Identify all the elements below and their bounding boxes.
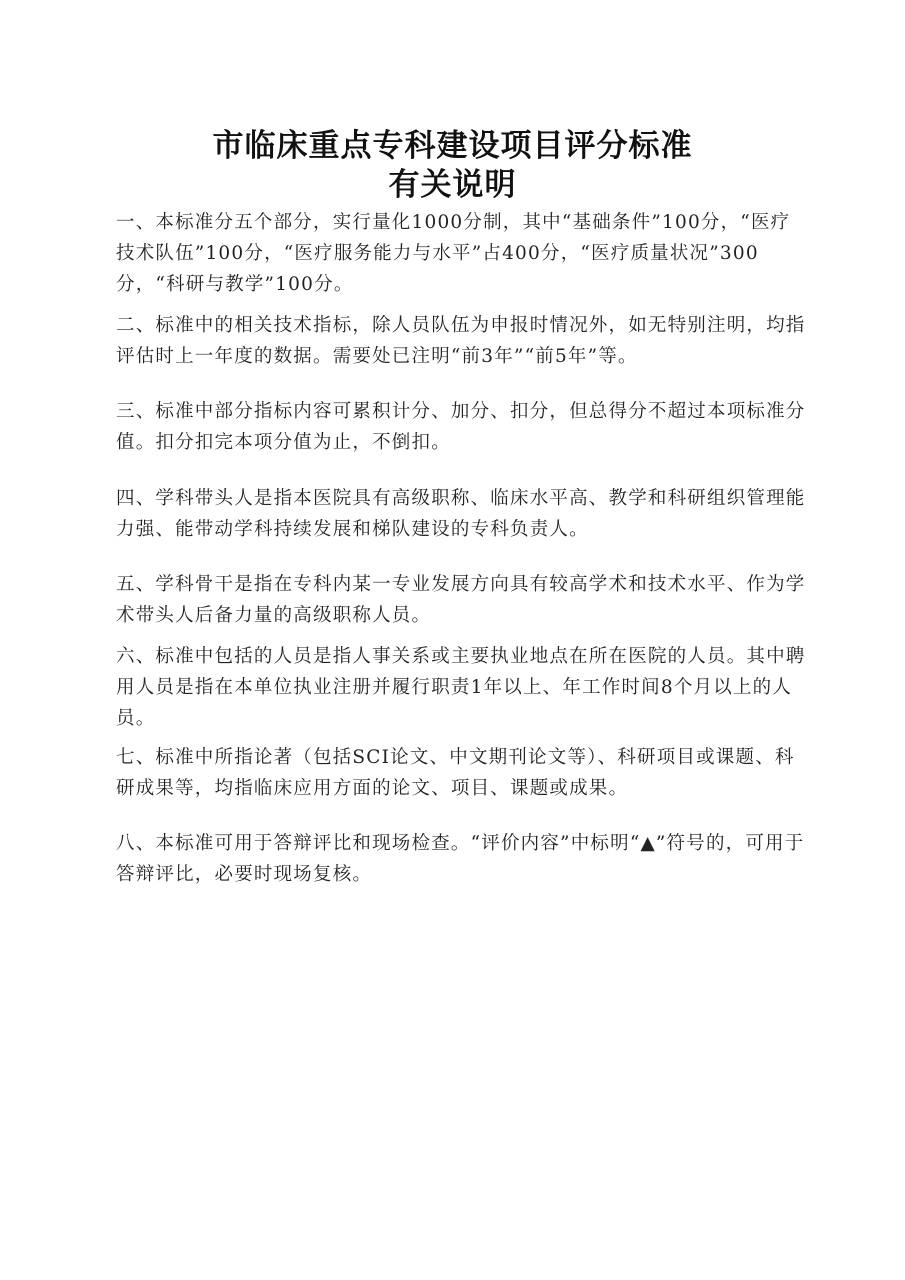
paragraph-8: 八、本标准可用于答辩评比和现场检查。“评价内容”中标明“▲”符号的，可用于答辩评比，必要时现场复核。	[116, 833, 805, 885]
paragraph-4: 四、学科带头人是指本医院具有高级职称、临床水平高、教学和科研组织管理能力强、能带动学科持续发展和梯队建设的专科负责人。	[116, 488, 806, 540]
paragraph-1: 一、本标准分五个部分，实行量化1000分制，其中“基础条件”100分，“医疗技术队伍”100分，“医疗服务能力与水平”占400分，“医疗质量状况”300分，“科研与教学”100分。	[116, 212, 791, 295]
paragraph-5: 五、学科骨干是指在专科内某一专业发展方向具有较高学术和技术水平、作为学术带头人后备力量的高级职称人员。	[116, 574, 806, 626]
paragraph-7: 七、标准中所指论著（包括SCI论文、中文期刊论文等）、科研项目或课题、科研成果等，均指临床应用方面的论文、项目、课题或成果。	[116, 747, 795, 799]
document-subtitle: 有关说明	[388, 167, 517, 203]
paragraph-3: 三、标准中部分指标内容可累积计分、加分、扣分，但总得分不超过本项标准分值。扣分扣完本项分值为止，不倒扣。	[116, 401, 806, 453]
paragraph-2: 二、标准中的相关技术指标，除人员队伍为申报时情况外，如无特别注明，均指评估时上一年度的数据。需要处已注明“前3年”“前5年”等。	[116, 315, 806, 367]
paragraph-6: 六、标准中包括的人员是指人事关系或主要执业地点在所在医院的人员。其中聘用人员是指在本单位执业注册并履行职责1年以上、年工作时间8个月以上的人员。	[116, 646, 806, 729]
document-title: 市临床重点专科建设项目评分标准	[212, 128, 693, 164]
